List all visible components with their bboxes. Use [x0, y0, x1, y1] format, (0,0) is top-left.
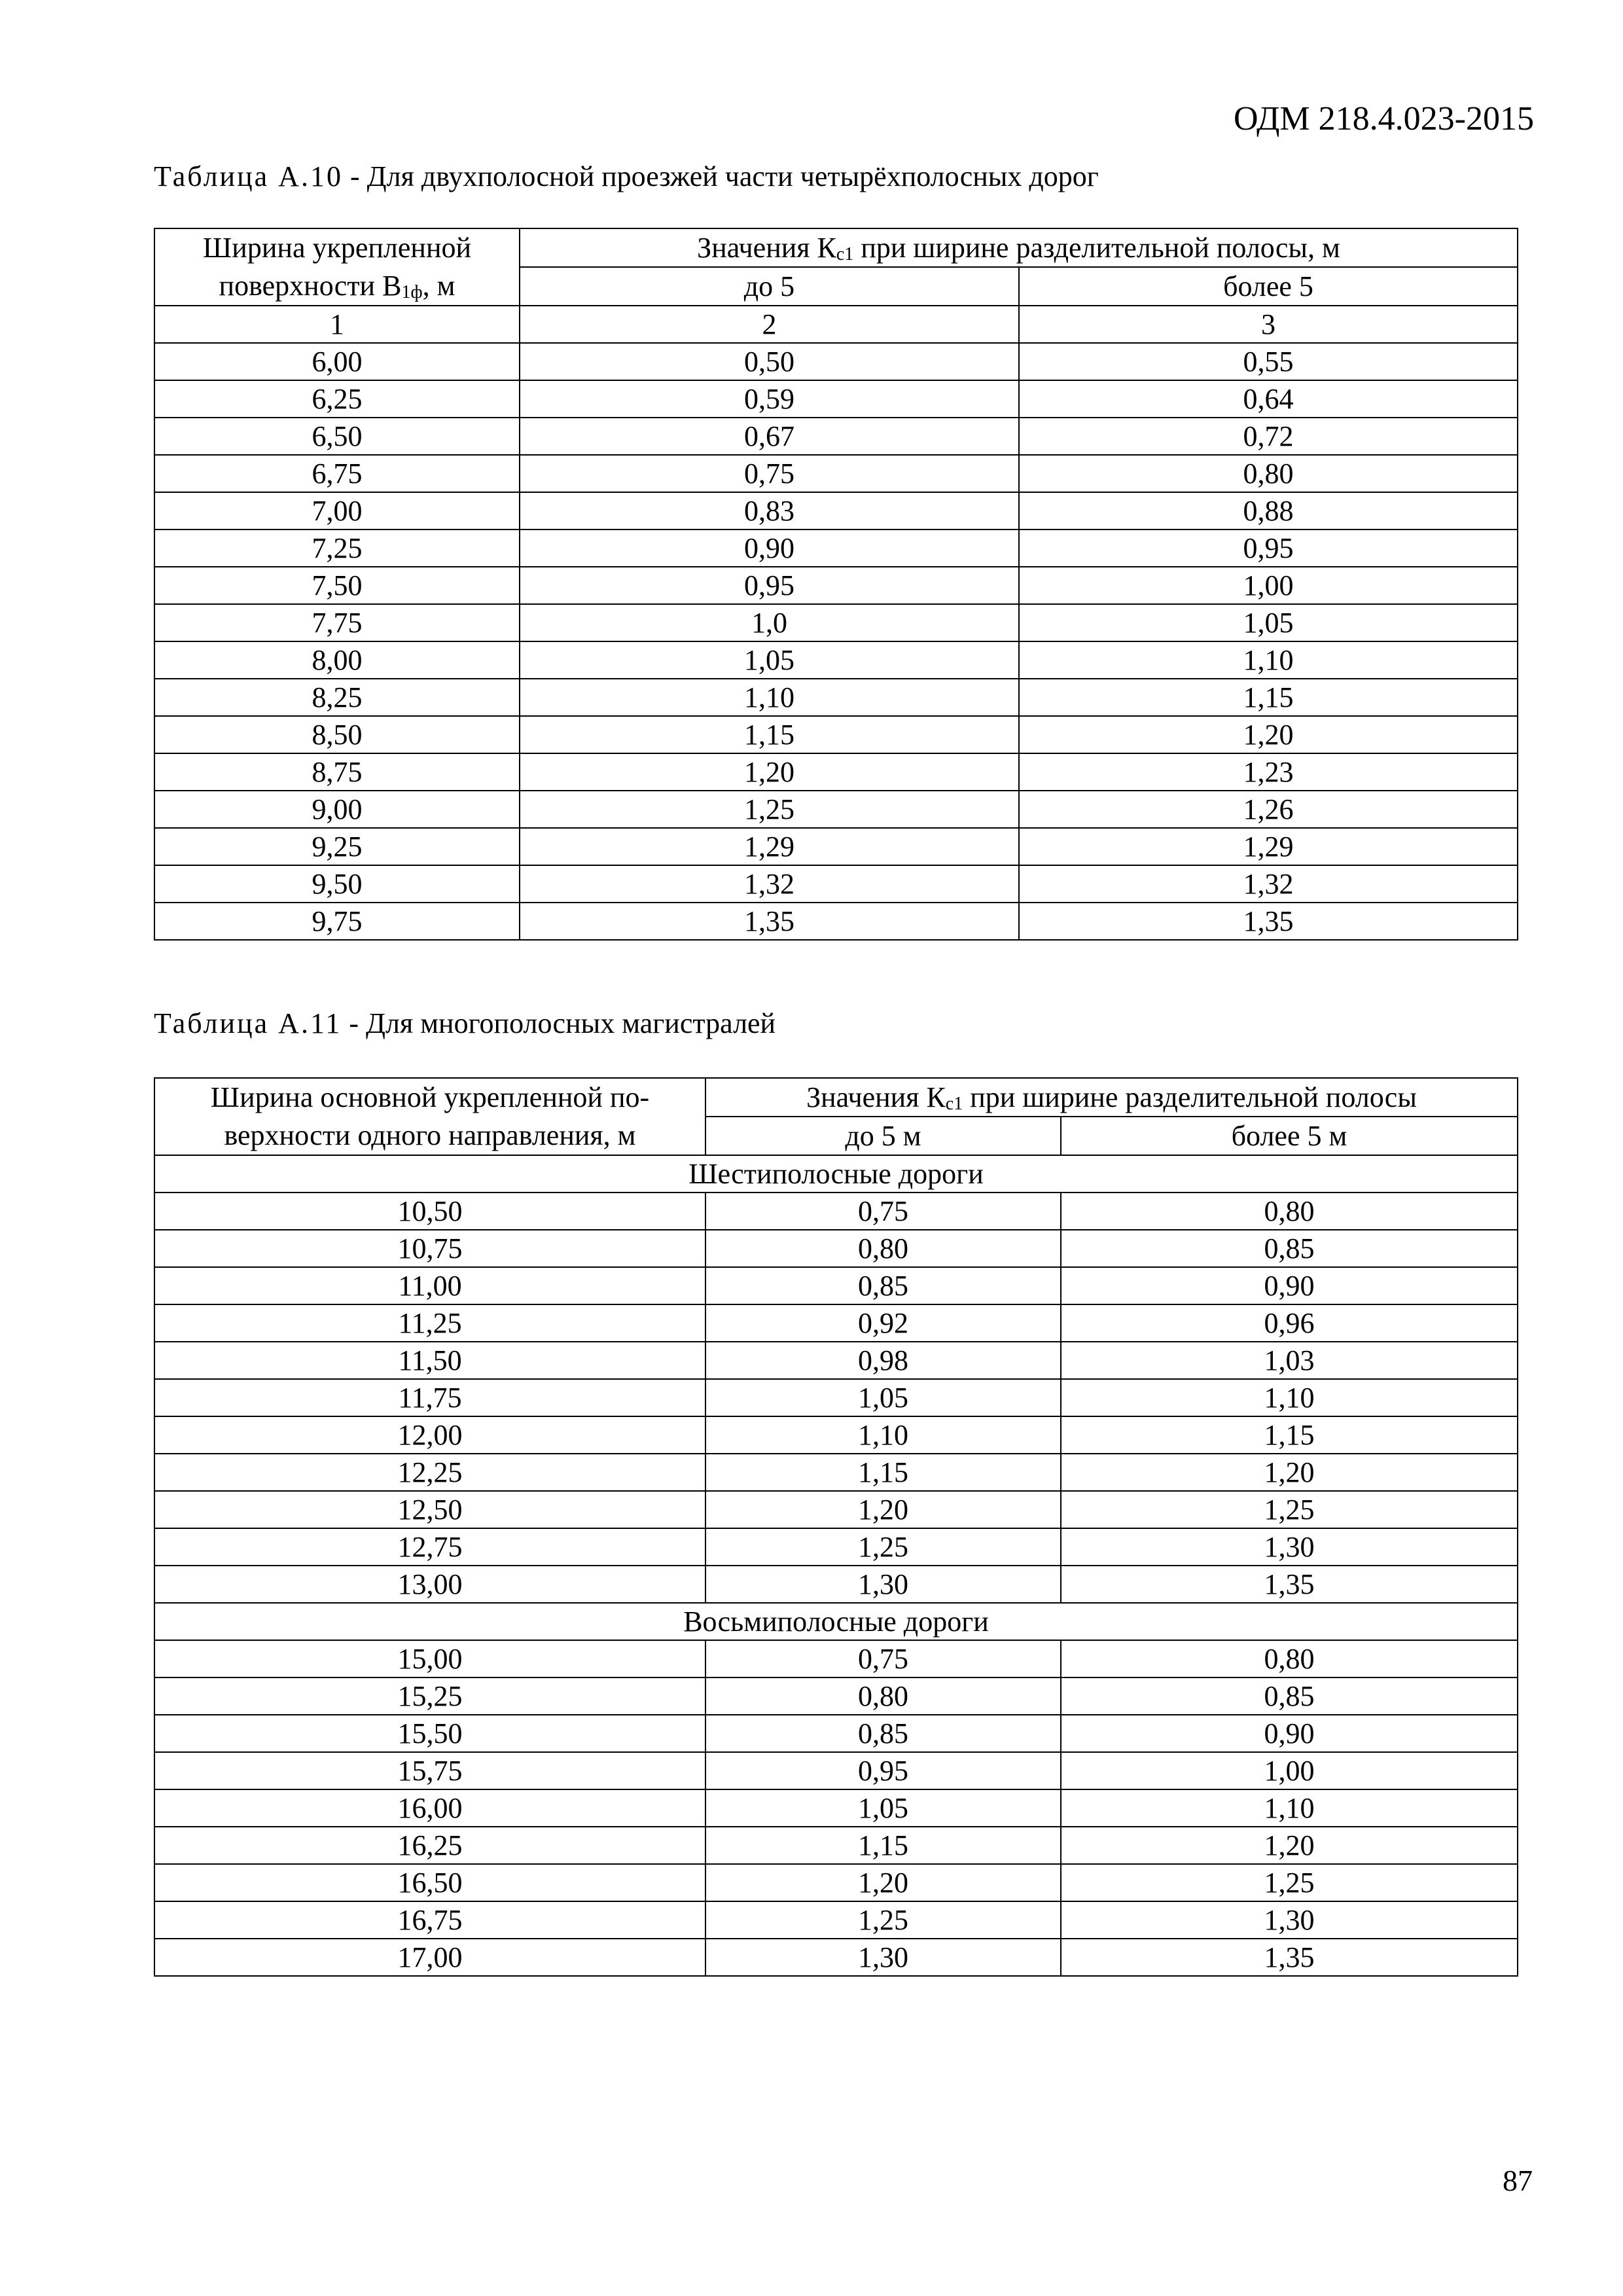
table-cell: 1,03: [1061, 1342, 1518, 1379]
table-a10: [154, 228, 1518, 941]
table-cell: 0,75: [520, 455, 1019, 492]
table-a11-col2-header: до 5 м: [705, 1117, 1061, 1155]
table-cell: 1,05: [1019, 604, 1518, 641]
table-cell: 1,15: [705, 1827, 1061, 1864]
table-a11-group-header-sub: с1: [945, 1093, 963, 1114]
table-cell: 10,50: [154, 1193, 705, 1230]
table-cell: 8,50: [154, 716, 520, 753]
table-cell: 1,25: [705, 1528, 1061, 1566]
table-cell: 1,25: [705, 1901, 1061, 1939]
table-cell: 0,72: [1019, 418, 1518, 455]
section-title: Шестиполосные дороги: [154, 1155, 1518, 1193]
table-cell: 1,29: [520, 828, 1019, 865]
table-cell: 6,75: [154, 455, 520, 492]
document-code: ОДМ 218.4.023-2015: [1234, 100, 1534, 137]
table-cell: 16,25: [154, 1827, 705, 1864]
table-cell: 1,10: [520, 679, 1019, 716]
table-cell: 0,80: [705, 1677, 1061, 1715]
table-cell: 0,50: [520, 343, 1019, 380]
table-a10-col1-header-unit: , м: [422, 270, 455, 302]
table-cell: 0,90: [1061, 1715, 1518, 1752]
table-cell: 1,35: [1061, 1939, 1518, 1976]
table-cell: 0,85: [705, 1267, 1061, 1304]
table-a11-caption: [154, 1007, 776, 1041]
table-cell: 1,20: [1061, 1827, 1518, 1864]
table-cell: 1,25: [1061, 1864, 1518, 1901]
table-cell: 1,35: [1019, 903, 1518, 940]
table-cell: 1,05: [705, 1789, 1061, 1827]
table-cell: 1,15: [1019, 679, 1518, 716]
table-row: [154, 1640, 1518, 1677]
table-cell: 11,25: [154, 1304, 705, 1342]
table-a10-col2-header: до 5: [520, 267, 1019, 306]
table-cell: 1,10: [1019, 641, 1518, 679]
table-cell: 1,23: [1019, 753, 1518, 791]
table-row: [154, 1939, 1518, 1976]
table-row: [154, 1901, 1518, 1939]
table-row: [154, 903, 1518, 940]
table-cell: 12,00: [154, 1416, 705, 1454]
table-cell: 1,26: [1019, 791, 1518, 828]
table-a10-column-numbers-row: [154, 306, 1518, 343]
table-cell: 1,10: [1061, 1379, 1518, 1416]
table-cell: 11,00: [154, 1267, 705, 1304]
table-cell: 1,05: [520, 641, 1019, 679]
table-row: [154, 1677, 1518, 1715]
table-a10-caption-label: Таблица А.10: [154, 160, 343, 192]
table-row: [154, 529, 1518, 567]
table-row: [154, 1491, 1518, 1528]
table-cell: 0,95: [520, 567, 1019, 604]
table-cell: 6,00: [154, 343, 520, 380]
table-cell: 1,29: [1019, 828, 1518, 865]
table-a10-column-number: 1: [154, 306, 520, 343]
table-a10-col3-header: более 5: [1019, 267, 1518, 306]
table-cell: 1,32: [520, 865, 1019, 903]
table-cell: 1,25: [520, 791, 1019, 828]
table-cell: 11,50: [154, 1342, 705, 1379]
table-cell: 1,20: [520, 753, 1019, 791]
table-cell: 9,25: [154, 828, 520, 865]
table-cell: 0,85: [705, 1715, 1061, 1752]
table-cell: 12,50: [154, 1491, 705, 1528]
table-cell: 15,50: [154, 1715, 705, 1752]
table-cell: 1,35: [520, 903, 1019, 940]
table-cell: 7,50: [154, 567, 520, 604]
table-a10-caption: [154, 160, 1099, 194]
table-cell: 0,98: [705, 1342, 1061, 1379]
table-row: [154, 1566, 1518, 1603]
table-cell: 11,75: [154, 1379, 705, 1416]
table-cell: 1,20: [705, 1491, 1061, 1528]
table-cell: 0,96: [1061, 1304, 1518, 1342]
table-a11-col3-header: более 5 м: [1061, 1117, 1518, 1155]
table-cell: 15,75: [154, 1752, 705, 1789]
table-cell: 6,25: [154, 380, 520, 418]
table-a10-group-header-sub: с1: [836, 243, 854, 264]
table-cell: 0,80: [1019, 455, 1518, 492]
table-cell: 6,50: [154, 418, 520, 455]
table-cell: 1,30: [1061, 1901, 1518, 1939]
table-cell: 7,75: [154, 604, 520, 641]
table-cell: 17,00: [154, 1939, 705, 1976]
table-cell: 1,15: [520, 716, 1019, 753]
table-row: [154, 1379, 1518, 1416]
section-title: Восьмиполосные дороги: [154, 1603, 1518, 1640]
table-cell: 1,15: [705, 1454, 1061, 1491]
table-cell: 1,20: [1061, 1454, 1518, 1491]
table-cell: 1,15: [1061, 1416, 1518, 1454]
table-cell: 13,00: [154, 1566, 705, 1603]
table-cell: 9,75: [154, 903, 520, 940]
table-cell: 1,20: [705, 1864, 1061, 1901]
table-cell: 1,10: [705, 1416, 1061, 1454]
table-a10-col1-header-main: Ширина укрепленной поверхности В: [202, 232, 472, 302]
table-row: [154, 380, 1518, 418]
table-cell: 8,00: [154, 641, 520, 679]
table-cell: 0,64: [1019, 380, 1518, 418]
table-cell: 0,75: [705, 1640, 1061, 1677]
table-cell: 0,67: [520, 418, 1019, 455]
table-cell: 0,92: [705, 1304, 1061, 1342]
table-cell: 0,80: [1061, 1640, 1518, 1677]
table-a10-group-header-main: Значения К: [697, 231, 836, 264]
table-cell: 8,25: [154, 679, 520, 716]
table-a11-header-row-1: [154, 1078, 1518, 1117]
table-a10-caption-text: - Для двухполосной проезжей части четырёхполосных дорог: [342, 160, 1099, 192]
table-row: [154, 716, 1518, 753]
section-header-row: [154, 1155, 1518, 1193]
table-row: [154, 567, 1518, 604]
table-row: [154, 1454, 1518, 1491]
table-row: [154, 455, 1518, 492]
table-cell: 9,50: [154, 865, 520, 903]
table-row: [154, 418, 1518, 455]
table-row: [154, 492, 1518, 529]
table-cell: 10,75: [154, 1230, 705, 1267]
table-cell: 0,80: [1061, 1193, 1518, 1230]
table-row: [154, 1304, 1518, 1342]
table-cell: 12,25: [154, 1454, 705, 1491]
table-cell: 7,00: [154, 492, 520, 529]
table-row: [154, 1528, 1518, 1566]
table-row: [154, 1193, 1518, 1230]
table-row: [154, 828, 1518, 865]
table-row: [154, 641, 1518, 679]
table-a11-col1-header: Ширина основной укрепленной по-верхности одного направления, м: [154, 1078, 705, 1155]
table-cell: 1,0: [520, 604, 1019, 641]
table-cell: 16,00: [154, 1789, 705, 1827]
table-row: [154, 1789, 1518, 1827]
table-row: [154, 753, 1518, 791]
table-cell: 9,00: [154, 791, 520, 828]
table-a11-group-header-main: Значения К: [806, 1081, 946, 1113]
table-row: [154, 343, 1518, 380]
table-cell: 1,30: [1061, 1528, 1518, 1566]
table-row: [154, 1752, 1518, 1789]
table-cell: 0,75: [705, 1193, 1061, 1230]
table-a11-caption-label: Таблица А.11: [154, 1007, 342, 1039]
table-row: [154, 791, 1518, 828]
table-cell: 1,00: [1061, 1752, 1518, 1789]
table-a10-col1-header-sub: 1ф: [401, 282, 423, 302]
table-a10-group-header: [520, 228, 1518, 267]
table-a10-group-header-tail: при ширине разделительной полосы, м: [853, 231, 1340, 264]
page-number: 87: [1503, 2164, 1533, 2197]
table-cell: 1,05: [705, 1379, 1061, 1416]
table-cell: 0,85: [1061, 1677, 1518, 1715]
table-cell: 1,25: [1061, 1491, 1518, 1528]
table-cell: 0,95: [1019, 529, 1518, 567]
table-cell: 1,00: [1019, 567, 1518, 604]
table-a10-col1-header: [154, 228, 520, 306]
table-cell: 1,30: [705, 1566, 1061, 1603]
table-row: [154, 604, 1518, 641]
table-cell: 0,59: [520, 380, 1019, 418]
table-cell: 16,50: [154, 1864, 705, 1901]
table-cell: 7,25: [154, 529, 520, 567]
table-a10-column-number: 2: [520, 306, 1019, 343]
table-row: [154, 679, 1518, 716]
table-cell: 1,32: [1019, 865, 1518, 903]
table-cell: 1,10: [1061, 1789, 1518, 1827]
table-cell: 0,88: [1019, 492, 1518, 529]
table-row: [154, 1267, 1518, 1304]
section-header-row: [154, 1603, 1518, 1640]
table-a11-group-header-tail: при ширине разделительной полосы: [963, 1081, 1417, 1113]
table-cell: 12,75: [154, 1528, 705, 1566]
table-row: [154, 1342, 1518, 1379]
table-cell: 0,55: [1019, 343, 1518, 380]
table-row: [154, 1864, 1518, 1901]
table-a11: [154, 1077, 1518, 1977]
table-cell: 15,00: [154, 1640, 705, 1677]
table-row: [154, 1416, 1518, 1454]
table-a10-column-number: 3: [1019, 306, 1518, 343]
table-cell: 0,90: [1061, 1267, 1518, 1304]
table-row: [154, 865, 1518, 903]
table-row: [154, 1230, 1518, 1267]
table-row: [154, 1715, 1518, 1752]
table-cell: 0,90: [520, 529, 1019, 567]
table-cell: 16,75: [154, 1901, 705, 1939]
table-cell: 8,75: [154, 753, 520, 791]
table-cell: 15,25: [154, 1677, 705, 1715]
table-cell: 1,20: [1019, 716, 1518, 753]
table-row: [154, 1827, 1518, 1864]
table-cell: 0,95: [705, 1752, 1061, 1789]
table-a11-group-header: [705, 1078, 1518, 1117]
table-cell: 1,30: [705, 1939, 1061, 1976]
table-cell: 0,80: [705, 1230, 1061, 1267]
table-cell: 0,85: [1061, 1230, 1518, 1267]
table-a10-header-row-1: [154, 228, 1518, 267]
table-a11-caption-text: - Для многополосных магистралей: [342, 1007, 776, 1039]
table-cell: 0,83: [520, 492, 1019, 529]
table-cell: 1,35: [1061, 1566, 1518, 1603]
